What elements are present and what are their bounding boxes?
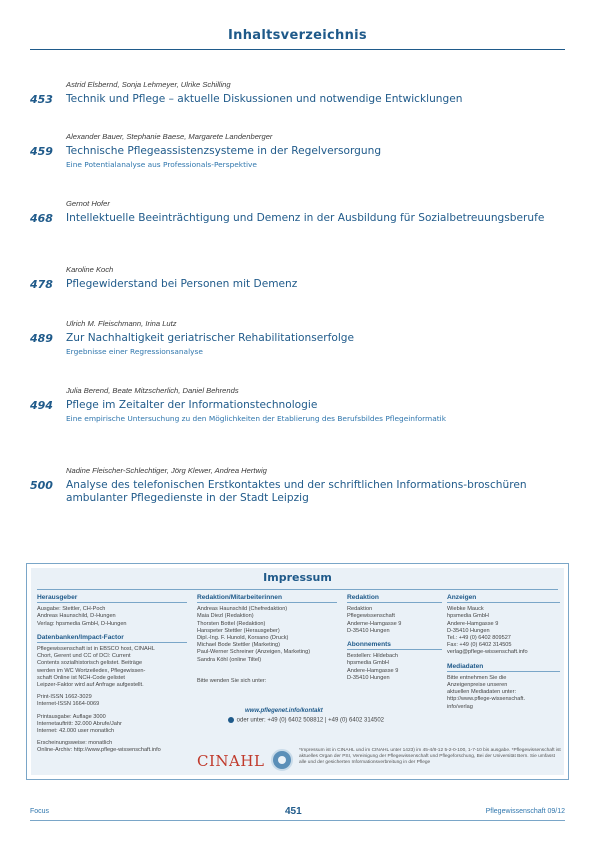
anzeigen-line: hpsmedia GmbH (447, 613, 489, 620)
contact-phone-numbers: oder unter: +49 (0) 6402 508812 | +49 (0) 6402 314502 (236, 717, 385, 724)
impressum-divider (37, 589, 558, 590)
datenbanken-line: schaft Online ist NCH-Code gelistet (37, 674, 125, 681)
impressum-box (26, 563, 569, 780)
auflage-line: Printausgabe: Auflage 3000 (37, 713, 106, 720)
mediadaten-line: Bitte entnehmen Sie die (447, 674, 507, 681)
phone-icon (228, 717, 234, 723)
staff-line: Paul-Werner Schreiner (Anzeigen, Marketing) (197, 649, 311, 656)
page-title: Inhaltsverzeichnis (228, 28, 367, 43)
entry-title[interactable]: Technik und Pflege – aktuelle Diskussionen und notwendige Entwicklungen (66, 93, 463, 105)
herausgeber-line: Verlag: hpsmedia GmbH, D-Hungen (37, 620, 127, 627)
anzeigen-line: Tel.: +49 (0) 6402 809527 (447, 635, 511, 642)
entry-authors: Ulrich M. Fleischmann, Irina Lutz (66, 319, 177, 328)
title-divider (30, 49, 565, 50)
staff-line: Thorsten Bottel (Redaktion) (197, 620, 266, 627)
footer-page-number: 451 (285, 806, 302, 817)
contact-note: Bitte wenden Sie sich unter: (197, 677, 267, 684)
impressum-col-editorial-staff (197, 594, 337, 685)
issn-line: Internet-ISSN 1664-0069 (37, 701, 100, 708)
redaktion-line: Anderne-Hamgasse 9 (347, 620, 402, 627)
impressum-col-publisher (37, 594, 187, 755)
mediadaten-link[interactable]: http://www.pflege-wissenschaft. (447, 696, 526, 703)
toc-entry[interactable] (30, 265, 565, 291)
entry-authors: Gernot Hofer (66, 199, 110, 208)
datenbanken-line: Chort, Gerent und CC of DCI: Current (37, 653, 131, 660)
impressum-footnote: *Impressum ist in CINAHL und im CINAHL unter 1423) im 45-4/8-12 5-2-0-100, 1-7-10 bis ausgabe. *Pflegewissenschaft ist aktuelles Organ der PSI, Vereinigung der Pflegewissenschaft und Pflegeforschung, Bei der Universität Bern. Sie umfasst alle und der gesicherten Informationsverbreitung in der Pflege (299, 748, 561, 765)
mediadaten-heading: Mediadaten (447, 663, 560, 672)
entry-subtitle: Eine empirische Untersuchung zu den Möglichkeiten der Etablierung des Berufsbildes Pflegeinformatik (66, 414, 446, 423)
contact-block (197, 708, 437, 725)
entry-title[interactable]: Analyse des telefonischen Erstkontaktes und der schriftlichen Informations-broschüren ambulanter Pflegedienste in der Stadt Leipzig (66, 479, 527, 504)
entry-authors: Astrid Elsbernd, Sonja Lehmeyer, Ulrike Schilling (66, 80, 231, 89)
entry-title[interactable]: Technische Pflegeassistenzsysteme in der Regelversorgung (66, 145, 382, 157)
entry-subtitle: Eine Potentialanalyse aus Professionals-Perspektive (66, 160, 257, 169)
entry-title[interactable]: Pflegewiderstand bei Personen mit Demenz (66, 278, 298, 290)
abonnements-line: D-35410 Hungen (347, 674, 390, 681)
herausgeber-line: Andreas Haunschild, D-Hungen (37, 613, 116, 620)
entry-authors: Alexander Bauer, Stephanie Baese, Margarete Landenberger (66, 132, 273, 141)
entry-title[interactable]: Zur Nachhaltigkeit geriatrischer Rehabilitationserfolge (66, 332, 355, 344)
abonnements-line: Andere-Hamgasse 9 (347, 667, 399, 674)
anzeigen-email-link[interactable]: verlag@pflege-wissenschaft.info (447, 649, 528, 656)
datenbanken-line: Leipzer-Faktor wird auf Anfrage aufgestellt. (37, 682, 144, 689)
impressum-panel (31, 568, 564, 775)
page-footer (30, 808, 565, 820)
toc-entry[interactable] (30, 132, 565, 170)
redaktion-heading: Redaktion (347, 594, 442, 603)
contact-phone (197, 717, 437, 725)
cinahl-logo: CINAHL (197, 752, 265, 770)
toc-entry[interactable] (30, 466, 565, 505)
entry-page-number: 459 (30, 145, 53, 158)
toc-entry[interactable] (30, 319, 565, 357)
impressum-col-editorial (347, 594, 442, 682)
anzeigen-heading: Anzeigen (447, 594, 560, 603)
staff-line: Maia Diezl (Redaktion) (197, 613, 254, 620)
entry-subtitle: Ergebnisse einer Regressionsanalyse (66, 347, 203, 356)
mediadaten-link[interactable]: info/verlag (447, 703, 473, 710)
seal-icon (271, 749, 293, 771)
entry-authors: Julia Berend, Beate Mitzscherlich, Daniel Behrends (66, 386, 239, 395)
datenbanken-heading: Datenbanken/Impact-Factor (37, 634, 187, 643)
abonnements-heading: Abonnements (347, 641, 442, 650)
redaktion-line: Redaktion (347, 606, 373, 613)
anzeigen-line: Fax: +49 (0) 6402 314505 (447, 642, 512, 649)
mediadaten-line: aktuellen Mediadaten unter: (447, 689, 517, 696)
staff-line: Sandra Köhl (online Tiltel) (197, 656, 262, 663)
toc-entry[interactable] (30, 199, 565, 225)
staff-line: Hanspeter Stettler (Herausgeber) (197, 627, 280, 634)
footer-divider (30, 820, 565, 821)
redaktion-line: Pflegewissenschaft (347, 613, 395, 620)
entry-page-number: 494 (30, 399, 53, 412)
erscheinung-line: Erscheinungsweise: monatlich (37, 740, 113, 747)
entry-title[interactable]: Intellektuelle Beeinträchtigung und Demenz in der Ausbildung für Sozialbetreuungsberufe (66, 212, 545, 224)
entry-authors: Karoline Koch (66, 265, 114, 274)
datenbanken-line: Pflegewissenschaft ist in EBSCO host, CINAHL (37, 646, 155, 653)
redaktion-line: D-35410 Hungen (347, 627, 390, 634)
entry-title[interactable]: Pflege im Zeitalter der Informationstechnologie (66, 399, 318, 411)
anzeigen-line: Wiebke Mauck (447, 606, 484, 613)
footer-section: Focus (30, 808, 50, 815)
entry-page-number: 468 (30, 212, 53, 225)
anzeigen-line: Andere-Hamgasse 9 (447, 620, 499, 627)
entry-authors: Nadine Fleischer-Schlechtiger, Jörg Klewer, Andrea Hertwig (66, 466, 267, 475)
impressum-title: Impressum (263, 571, 332, 584)
entry-page-number: 489 (30, 332, 53, 345)
redaktion-mit-heading: Redaktion/Mitarbeiterinnen (197, 594, 337, 603)
staff-line: Andreas Haunschild (Chefredaktion) (197, 606, 288, 613)
toc-entry[interactable] (30, 386, 565, 424)
online-archive-link[interactable]: Online-Archiv: http://www.pflege-wissenschaft.info (37, 747, 161, 754)
herausgeber-heading: Herausgeber (37, 594, 187, 603)
impressum-col-ads (447, 594, 560, 711)
toc-entry[interactable] (30, 80, 565, 106)
staff-line: Dipl.-Ing. F. Hunold, Korsano (Druck) (197, 635, 289, 642)
datenbanken-line: Contents sozialhistorisch gelistet. Beiträge (37, 660, 143, 667)
contact-link[interactable]: www.pflegenet.info/kontakt (245, 708, 323, 714)
entry-page-number: 453 (30, 93, 53, 106)
datenbanken-line: werden im WC Wortzeiledex, Pflegewissen- (37, 667, 146, 674)
issn-line: Print-ISSN 1662-3029 (37, 694, 92, 701)
footer-journal: Pflegewissenschaft 09/12 (485, 808, 565, 815)
mediadaten-line: Anzeigenpreise unseren (447, 682, 508, 689)
auflage-line: Internet: 42.000 user monatlich (37, 728, 115, 735)
entry-page-number: 478 (30, 278, 53, 291)
herausgeber-line: Ausgabe: Stettler, CH-Poch (37, 606, 106, 613)
staff-line: Michael Bode Stettler (Marketing) (197, 642, 281, 649)
entry-page-number: 500 (30, 479, 53, 492)
auflage-line: Internetauftritt: 32.000 Abrufe/Jahr (37, 720, 122, 727)
abonnements-line: Bestellen: Hildebach (347, 653, 398, 660)
abonnements-line: hpsmedia GmbH (347, 660, 389, 667)
anzeigen-line: D-35410 Hungen (447, 627, 490, 634)
